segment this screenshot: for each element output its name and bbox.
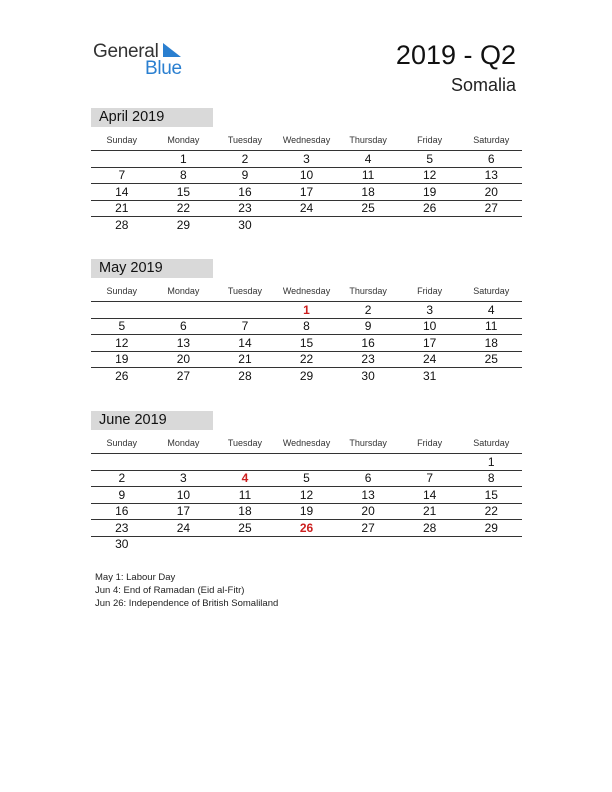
page-title: 2019 - Q2: [395, 40, 516, 70]
day-cell: 4: [364, 151, 372, 166]
weekday-label: Thursday: [349, 135, 387, 145]
day-cell: 25: [484, 352, 498, 367]
day-cell: 15: [484, 487, 498, 502]
day-cell: 14: [115, 184, 129, 199]
weekday-label: Friday: [417, 438, 443, 448]
weekday-label: Monday: [167, 286, 200, 296]
day-cell: 21: [238, 352, 252, 367]
day-cell: 6: [487, 151, 495, 166]
day-cell: 11: [485, 319, 498, 334]
logo-triangle-icon: [161, 43, 183, 59]
week-row: [91, 471, 522, 488]
day-cell: 29: [176, 217, 191, 232]
weekday-header: [91, 281, 522, 302]
day-cell: 12: [299, 487, 314, 502]
weekday-label: Saturday: [473, 438, 510, 448]
day-cell: 3: [303, 151, 310, 166]
day-cell: 11: [361, 168, 375, 183]
day-cell: 6: [180, 319, 187, 334]
weekday-label: Friday: [417, 286, 443, 296]
day-cell: 20: [361, 504, 375, 519]
day-cell: 14: [238, 335, 252, 350]
day-cell: 15: [299, 335, 314, 350]
holiday-note: Jun 4: End of Ramadan (Eid al-Fitr): [95, 585, 245, 596]
day-cell: 20: [484, 184, 498, 199]
month-weeks: [91, 302, 522, 384]
day-cell: 3: [426, 302, 434, 317]
day-cell: 19: [115, 352, 129, 367]
day-cell: 4: [487, 302, 495, 317]
weekday-label: Saturday: [473, 286, 510, 296]
day-cell: 17: [176, 504, 191, 519]
day-cell: 8: [487, 471, 495, 486]
day-cell: 22: [299, 352, 314, 367]
day-cell: 19: [299, 504, 314, 519]
weekday-label: Tuesday: [227, 438, 263, 448]
weekday-label: Wednesday: [282, 135, 331, 145]
day-cell: 24: [423, 352, 437, 367]
day-cell: 6: [364, 471, 372, 486]
day-cell: 30: [361, 368, 375, 383]
day-cell: 14: [423, 487, 437, 502]
weekday-label: Monday: [167, 438, 200, 448]
weekday-label: Wednesday: [282, 438, 331, 448]
day-cell: 23: [361, 352, 375, 367]
day-cell: 25: [361, 201, 375, 216]
day-cell: 22: [484, 504, 498, 519]
day-cell: 30: [238, 217, 252, 232]
weekday-label: Monday: [167, 135, 200, 145]
day-cell: 16: [361, 335, 375, 350]
day-cell: 24: [176, 520, 191, 535]
day-cell: 11: [238, 487, 252, 502]
month-title: June 2019: [91, 411, 213, 430]
day-cell: 18: [238, 504, 252, 519]
week-row: [91, 184, 522, 201]
day-cell: 30: [115, 537, 129, 552]
day-cell: 17: [299, 184, 314, 199]
day-cell: 13: [484, 168, 498, 183]
day-cell: 23: [115, 520, 129, 535]
weekday-label: Wednesday: [282, 286, 331, 296]
day-cell: 7: [118, 168, 126, 183]
day-cell: 10: [423, 319, 437, 334]
holiday-note: May 1: Labour Day: [95, 572, 176, 583]
day-cell: 9: [364, 319, 372, 334]
month-may: [91, 259, 522, 384]
week-row: [91, 352, 522, 369]
weekday-label: Thursday: [349, 286, 387, 296]
day-cell: 4: [241, 471, 249, 486]
brand-logo: [93, 41, 193, 81]
day-cell: 23: [238, 201, 252, 216]
day-cell: 9: [241, 168, 249, 183]
day-cell: 1: [180, 151, 187, 166]
weekday-label: Sunday: [106, 286, 138, 296]
month-title: May 2019: [91, 259, 213, 278]
day-cell: 26: [115, 368, 129, 383]
week-row: [91, 487, 522, 504]
week-row: [91, 454, 522, 471]
month-june: [91, 411, 522, 552]
day-cell: 29: [484, 520, 498, 535]
holiday-note: Jun 26: Independence of British Somaliland: [95, 598, 279, 609]
day-cell: 5: [118, 319, 126, 334]
day-cell: 27: [361, 520, 375, 535]
day-cell: 31: [423, 368, 437, 383]
day-cell: 27: [484, 201, 498, 216]
logo-general-text: General: [93, 41, 159, 62]
weekday-header: [91, 433, 522, 454]
week-row: [91, 504, 522, 521]
day-cell: 28: [238, 368, 252, 383]
holiday-notes: [95, 571, 278, 610]
day-cell: 5: [426, 151, 434, 166]
week-row: [91, 302, 522, 319]
day-cell: 18: [484, 335, 498, 350]
day-cell: 21: [115, 201, 129, 216]
week-row: [91, 520, 522, 537]
day-cell: 2: [241, 151, 249, 166]
day-cell: 21: [423, 504, 437, 519]
day-cell: 28: [115, 217, 129, 232]
day-cell: 16: [115, 504, 129, 519]
day-cell: 20: [176, 352, 191, 367]
day-cell: 12: [423, 168, 437, 183]
day-cell: 2: [118, 471, 126, 486]
month-april: [91, 108, 522, 233]
day-cell: 16: [238, 184, 252, 199]
page-subtitle: Somalia: [450, 75, 516, 95]
weekday-label: Sunday: [106, 135, 138, 145]
week-row: [91, 168, 522, 185]
day-cell: 28: [423, 520, 437, 535]
week-row: [91, 368, 522, 384]
week-row: [91, 201, 522, 218]
day-cell: 5: [303, 471, 310, 486]
week-row: [91, 537, 522, 553]
week-row: [91, 335, 522, 352]
week-row: [91, 319, 522, 336]
month-title: April 2019: [91, 108, 213, 127]
day-cell: 3: [180, 471, 187, 486]
day-cell: 1: [487, 454, 495, 469]
day-cell: 8: [180, 168, 187, 183]
month-weeks: [91, 151, 522, 233]
weekday-header: [91, 130, 522, 151]
day-cell: 9: [118, 487, 126, 502]
day-cell: 1: [303, 302, 310, 317]
day-cell: 26: [299, 520, 314, 535]
day-cell: 17: [423, 335, 437, 350]
weekday-label: Saturday: [473, 135, 510, 145]
weekday-label: Friday: [417, 135, 443, 145]
day-cell: 24: [299, 201, 314, 216]
day-cell: 19: [423, 184, 437, 199]
day-cell: 25: [238, 520, 252, 535]
day-cell: 7: [426, 471, 434, 486]
week-row: [91, 151, 522, 168]
weekday-label: Thursday: [349, 438, 387, 448]
weekday-label: Tuesday: [227, 286, 263, 296]
month-weeks: [91, 454, 522, 552]
logo-blue-text: Blue: [145, 58, 182, 79]
weekday-label: Tuesday: [227, 135, 263, 145]
day-cell: 7: [241, 319, 249, 334]
day-cell: 2: [364, 302, 372, 317]
day-cell: 15: [176, 184, 191, 199]
day-cell: 12: [115, 335, 129, 350]
day-cell: 10: [299, 168, 314, 183]
week-row: [91, 217, 522, 233]
day-cell: 26: [423, 201, 437, 216]
day-cell: 13: [176, 335, 191, 350]
day-cell: 10: [176, 487, 191, 502]
day-cell: 27: [176, 368, 191, 383]
weekday-label: Sunday: [106, 438, 138, 448]
day-cell: 18: [361, 184, 375, 199]
day-cell: 8: [303, 319, 310, 334]
day-cell: 13: [361, 487, 375, 502]
day-cell: 29: [299, 368, 314, 383]
day-cell: 22: [176, 201, 191, 216]
